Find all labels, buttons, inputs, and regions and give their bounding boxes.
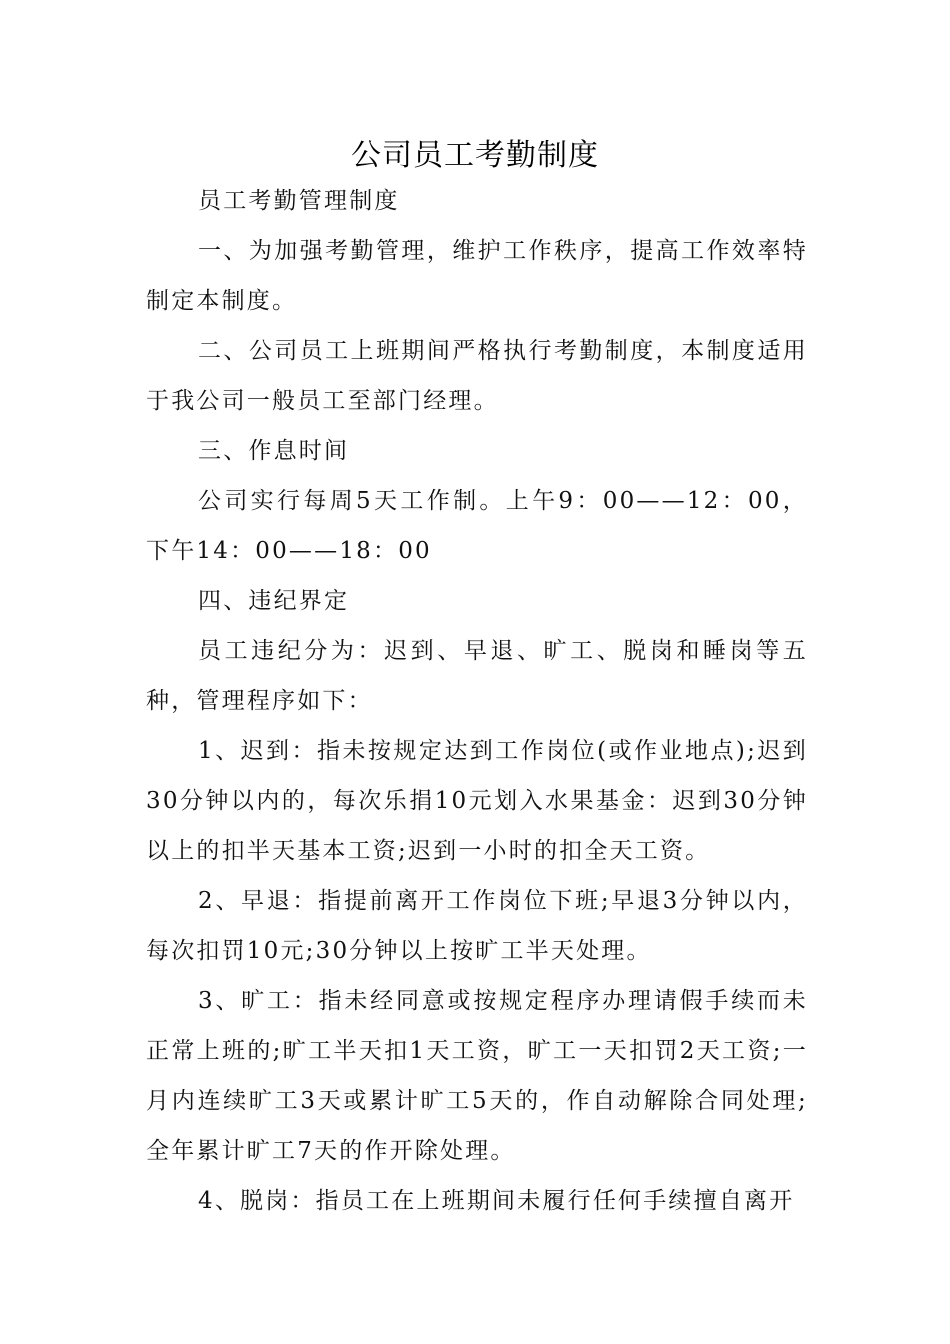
paragraph-section-3-heading: 三、作息时间 bbox=[198, 438, 350, 464]
paragraph-work-hours: 公司实行每周5天工作制。上午9：00——12：00，下午14：00——18：00 bbox=[146, 488, 808, 564]
paragraph-section-1: 一、为加强考勤管理，维护工作秩序，提高工作效率特制定本制度。 bbox=[146, 238, 808, 314]
document-body bbox=[146, 176, 808, 1226]
paragraph-section-2: 二、公司员工上班期间严格执行考勤制度，本制度适用于我公司一般员工至部门经理。 bbox=[146, 338, 808, 414]
paragraph-early-leave: 2、早退：指提前离开工作岗位下班;早退3分钟以内，每次扣罚10元;30分钟以上按旷工半天处理。 bbox=[146, 888, 808, 964]
paragraph-subtitle: 员工考勤管理制度 bbox=[198, 188, 400, 214]
paragraph-section-4-heading: 四、违纪界定 bbox=[198, 588, 350, 614]
paragraph-late: 1、迟到：指未按规定达到工作岗位(或作业地点);迟到30分钟以内的，每次乐捐10元划入水果基金：迟到30分钟以上的扣半天基本工资;迟到一小时的扣全天工资。 bbox=[146, 738, 808, 864]
document-title: 公司员工考勤制度 bbox=[351, 138, 599, 173]
paragraph-off-post: 4、脱岗：指员工在上班期间未履行任何手续擅自离开 bbox=[198, 1188, 795, 1214]
paragraph-violation-types: 员工违纪分为：迟到、早退、旷工、脱岗和睡岗等五种，管理程序如下： bbox=[146, 638, 808, 714]
paragraph-absence: 3、旷工：指未经同意或按规定程序办理请假手续而未正常上班的;旷工半天扣1天工资，旷工一天扣罚2天工资;一月内连续旷工3天或累计旷工5天的，作自动解除合同处理;全年累计旷工7天的作开除处理。 bbox=[146, 988, 808, 1164]
